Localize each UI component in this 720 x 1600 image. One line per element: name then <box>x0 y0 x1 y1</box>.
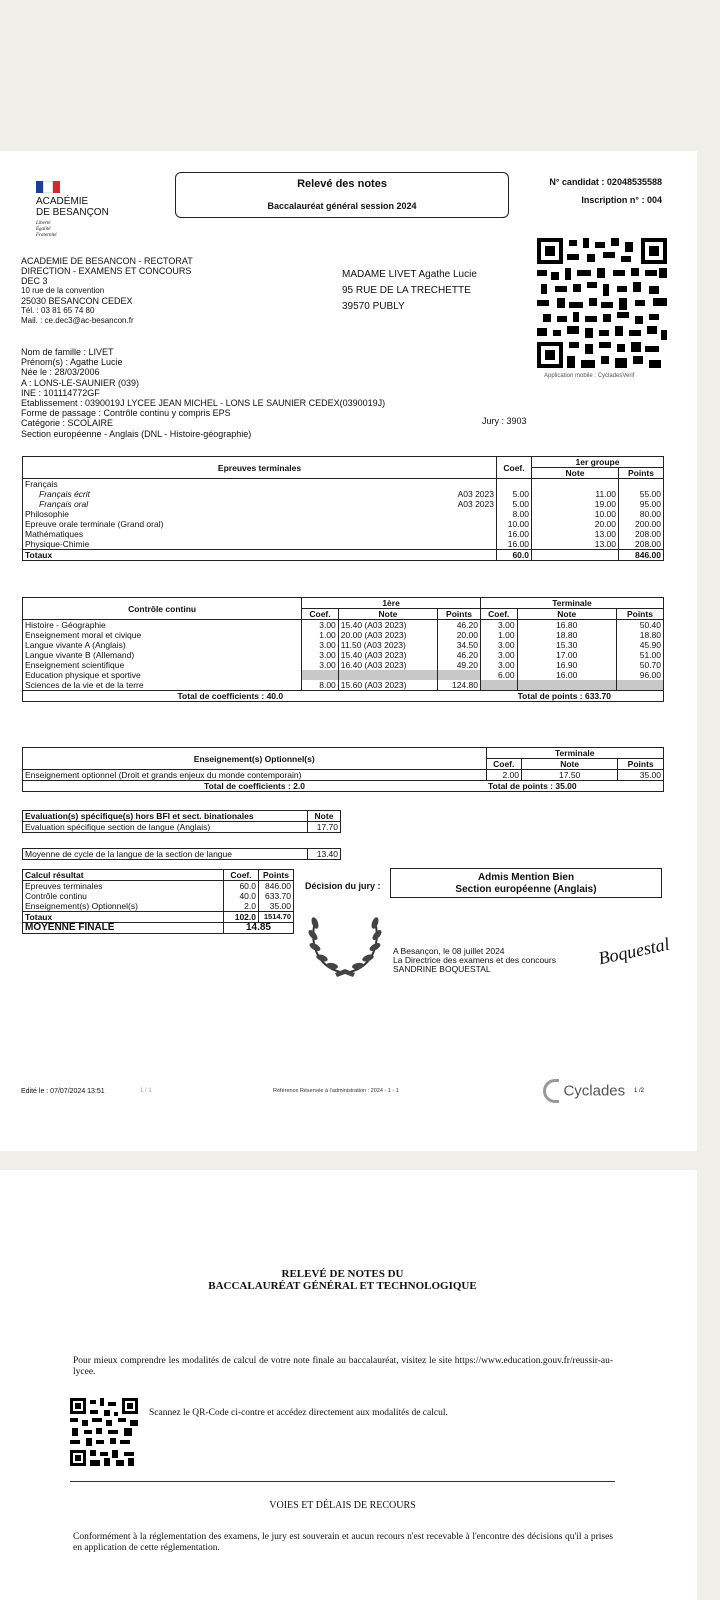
optionnel-coef: 2.00 <box>486 770 521 781</box>
controle-note1-header: Note <box>338 609 437 620</box>
page2-title-2: BACCALAURÉAT GÉNÉRAL ET TECHNOLOGIQUE <box>208 1280 477 1292</box>
points-cell: 34.50 <box>438 640 481 650</box>
session-label: A03 2023 <box>391 499 496 509</box>
optionnel-note-header: Note <box>521 759 617 770</box>
coef-cell: 5.00 <box>497 489 532 499</box>
note-cell: 11.00 <box>532 489 619 499</box>
qr-code-icon <box>537 238 667 368</box>
recipient-line: 39570 PUBLY <box>342 301 405 312</box>
session-label: Baccalauréat général session 2024 <box>267 201 417 211</box>
recipient-line: MADAME LIVET Agathe Lucie <box>342 269 477 280</box>
final-label: MOYENNE FINALE <box>23 923 224 934</box>
signature-block <box>393 947 556 974</box>
optionnel-table <box>22 747 664 792</box>
laurel-wreath-icon <box>305 899 385 979</box>
calcul-table <box>22 869 294 934</box>
controle-coef2-header: Coef. <box>480 609 517 620</box>
table-row <box>23 509 664 519</box>
motto-1: Liberté <box>36 221 51 226</box>
controle-note2-header: Note <box>517 609 616 620</box>
coef-cell <box>497 479 532 490</box>
calcul-label: Epreuves terminales <box>23 881 224 892</box>
signature-line: La Directrice des examens et des concours <box>393 955 556 965</box>
coef-cell: 1.00 <box>302 630 339 640</box>
subject-label: Enseignement scientifique <box>23 660 302 670</box>
coef-cell: 8.00 <box>497 509 532 519</box>
calcul-total-coef: 102.0 <box>224 912 259 923</box>
coef-cell: 6.00 <box>480 670 517 680</box>
coef-cell: 16.00 <box>497 529 532 539</box>
note-cell: 16.90 <box>517 660 616 670</box>
coef-cell <box>302 670 339 680</box>
recipient-block <box>342 267 477 315</box>
subject-label: Education physique et sportive <box>23 670 302 680</box>
calcul-total-points: 1514.70 <box>259 912 294 923</box>
doc-title: Relevé des notes <box>297 178 387 190</box>
points-cell: 208.00 <box>619 529 664 539</box>
handwritten-signature: Boquestal <box>596 933 672 969</box>
table-row <box>23 489 664 499</box>
decision-box <box>390 868 662 898</box>
note-cell: 11.50 (A03 2023) <box>338 640 437 650</box>
moyenne-cycle-value: 13.40 <box>308 849 341 860</box>
specifique-title: Evaluation(s) spécifique(s) hors BFI et sect. binationales <box>23 811 308 822</box>
final-value: 14.85 <box>224 923 294 934</box>
note-cell <box>517 680 616 691</box>
decision-label: Décision du jury : <box>305 881 381 891</box>
table-row <box>23 539 664 550</box>
title-box <box>175 172 509 218</box>
note-cell: 16.80 <box>517 620 616 631</box>
table-row <box>23 881 294 892</box>
moyenne-cycle-label: Moyenne de cycle de la langue de la section de langue <box>23 849 308 860</box>
cyclades-logo <box>543 1079 625 1103</box>
coef-cell: 1.00 <box>480 630 517 640</box>
logo-line-1: ACADÉMIE <box>36 196 89 207</box>
candidate-line: Catégorie : SCOLAIRE <box>21 418 114 429</box>
inscription-number: Inscription n° : 004 <box>581 195 662 205</box>
calcul-total-label: Totaux <box>23 912 224 923</box>
note-cell: 20.00 (A03 2023) <box>338 630 437 640</box>
specifique-note-header: Note <box>308 811 341 822</box>
points-cell: 200.00 <box>619 519 664 529</box>
controle-term-header: Terminale <box>480 598 663 609</box>
points-cell: 80.00 <box>619 509 664 519</box>
points-cell: 55.00 <box>619 489 664 499</box>
note-cell: 15.40 (A03 2023) <box>338 620 437 631</box>
controle-first-header: 1ère <box>302 598 481 609</box>
coef-cell: 3.00 <box>302 660 339 670</box>
sender-line: 10 rue de la convention <box>21 286 105 295</box>
terminales-table <box>22 456 664 561</box>
table-row <box>23 499 664 509</box>
sender-line: Mail. : ce.dec3@ac-besancon.fr <box>21 316 134 325</box>
subject-label: Enseignement moral et civique <box>23 630 302 640</box>
note-cell: 13.00 <box>532 529 619 539</box>
table-row <box>23 640 664 650</box>
subject-label: Mathématiques <box>23 529 392 539</box>
points-cell: 208.00 <box>619 539 664 550</box>
candidate-block <box>21 347 385 439</box>
table-row <box>23 519 664 529</box>
candidate-line: INE : 101114772GF <box>21 387 100 398</box>
sender-line: DEC 3 <box>21 276 48 286</box>
controle-total-points: Total de points : 633.70 <box>438 691 664 702</box>
points-cell <box>438 670 481 680</box>
optionnel-points-header: Points <box>618 759 664 770</box>
session-label <box>391 509 496 519</box>
subject-label: Epreuve orale terminale (Grand oral) <box>23 519 392 529</box>
subject-label: Langue vivante A (Anglais) <box>23 640 302 650</box>
coef-cell: 16.00 <box>497 539 532 550</box>
moyenne-cycle-table <box>22 848 341 860</box>
sender-block <box>21 256 193 326</box>
coef-cell: 3.00 <box>302 620 339 631</box>
note-cell <box>338 670 437 680</box>
transcript-page-1 <box>0 151 697 1151</box>
optionnel-title: Enseignement(s) Optionnel(s) <box>23 748 487 770</box>
table-row <box>23 770 664 781</box>
logo-line-2: DE BESANÇON <box>36 207 109 218</box>
coef-cell: 3.00 <box>302 640 339 650</box>
specifique-label: Evaluation spécifique section de langue (Anglais) <box>23 822 308 833</box>
subject-label: Français écrit <box>23 489 392 499</box>
coef-cell: 5.00 <box>497 499 532 509</box>
terminales-points-header: Points <box>619 468 664 479</box>
points-cell: 35.00 <box>259 901 294 912</box>
page2-qr-text: Scannez le QR-Code ci-contre et accédez directement aux modalités de calcul. <box>149 1408 448 1418</box>
optionnel-total-coef: Total de coefficients : 2.0 <box>23 781 487 792</box>
points-cell: 50.40 <box>616 620 663 631</box>
optionnel-points: 35.00 <box>618 770 664 781</box>
coef-cell <box>480 680 517 691</box>
note-cell: 15.60 (A03 2023) <box>338 680 437 691</box>
coef-cell: 3.00 <box>480 660 517 670</box>
candidate-line: Née le : 28/03/2006 <box>21 367 100 378</box>
qr-code-icon <box>70 1398 138 1466</box>
terminales-title: Epreuves terminales <box>23 457 497 479</box>
session-label: A03 2023 <box>391 489 496 499</box>
candidate-line: Etablissement : 0390019J LYCEE JEAN MICHEL - LONS LE SAUNIER CEDEX(0390019J) <box>21 398 386 409</box>
note-cell: 16.00 <box>517 670 616 680</box>
table-row <box>23 891 294 901</box>
points-cell: 50.70 <box>616 660 663 670</box>
admin-reference: Référence Réservée à l'administration : 2024 - 1 - 1 <box>273 1088 399 1094</box>
subject-label: Français <box>23 479 392 490</box>
recours-text: Conformément à la réglementation des examens, le jury est souverain et aucun recours n'est recevable à l'encontre des décisions qu'il a prises en application de cette réglementation. <box>73 1532 613 1553</box>
candidate-line: A : LONS-LE-SAUNIER (039) <box>21 377 140 388</box>
app-caption: Application mobile : CycladesVerif <box>544 373 635 379</box>
subject-label: Français oral <box>23 499 392 509</box>
table-row <box>23 660 664 670</box>
optionnel-coef-header: Coef. <box>486 759 521 770</box>
candidate-line: Section européenne - Anglais (DNL - Histoire-géographie) <box>21 428 252 439</box>
motto-3: Fraternité <box>36 233 57 238</box>
subject-label: Sciences de la vie et de la terre <box>23 680 302 691</box>
controle-points2-header: Points <box>616 609 663 620</box>
calcul-points-header: Points <box>259 870 294 881</box>
points-cell: 846.00 <box>259 881 294 892</box>
coef-cell: 3.00 <box>302 650 339 660</box>
note-cell: 19.00 <box>532 499 619 509</box>
note-cell: 17.00 <box>517 650 616 660</box>
optionnel-note: 17.50 <box>521 770 617 781</box>
cyclades-brand: Cyclades <box>563 1082 626 1100</box>
controle-coef1-header: Coef. <box>302 609 339 620</box>
points-cell: 18.80 <box>616 630 663 640</box>
divider <box>70 1481 615 1482</box>
optionnel-total-points: Total de points : 35.00 <box>486 781 664 792</box>
sender-line: ACADEMIE DE BESANCON - RECTORAT <box>21 256 193 266</box>
cyclades-arc-icon <box>543 1079 559 1103</box>
controle-table <box>22 597 664 702</box>
points-cell: 51.00 <box>616 650 663 660</box>
points-cell: 46.20 <box>438 620 481 631</box>
controle-total-coef: Total de coefficients : 40.0 <box>23 691 438 702</box>
points-cell: 45.90 <box>616 640 663 650</box>
specifique-table <box>22 810 341 833</box>
jury-number: Jury : 3903 <box>482 416 527 426</box>
points-cell: 124.80 <box>438 680 481 691</box>
points-cell: 20.00 <box>438 630 481 640</box>
transcript-page-2 <box>0 1170 697 1600</box>
decision-line-1: Admis Mention Bien <box>477 872 575 883</box>
subject-label: Histoire - Géographie <box>23 620 302 631</box>
session-label <box>391 519 496 529</box>
coef-cell: 3.00 <box>480 650 517 660</box>
calcul-title: Calcul résultat <box>23 870 224 881</box>
table-row <box>23 529 664 539</box>
table-row <box>23 650 664 660</box>
note-cell: 16.40 (A03 2023) <box>338 660 437 670</box>
table-row <box>23 479 664 490</box>
signature-line: SANDRINE BOQUESTAL <box>393 964 491 974</box>
coef-cell: 40.0 <box>224 891 259 901</box>
coef-cell: 3.00 <box>480 640 517 650</box>
table-row <box>23 901 294 912</box>
signature-line: A Besançon, le 08 juillet 2024 <box>393 946 505 956</box>
session-label <box>391 529 496 539</box>
candidate-line: Nom de famille : LIVET <box>21 347 114 357</box>
sender-line: Tél. : 03 81 65 74 80 <box>21 306 95 315</box>
terminales-total-label: Totaux <box>23 550 497 561</box>
subject-label: Physique-Chimie <box>23 539 392 550</box>
note-cell: 10.00 <box>532 509 619 519</box>
points-cell: 49.20 <box>438 660 481 670</box>
optionnel-term-header: Terminale <box>486 748 664 759</box>
recipient-line: 95 RUE DE LA TRECHETTE <box>342 285 471 296</box>
table-row <box>23 680 664 691</box>
edited-date: Edité le : 07/07/2024 13:51 <box>21 1088 105 1095</box>
session-label <box>391 539 496 550</box>
sender-line: 25030 BESANCON CEDEX <box>21 296 133 306</box>
motto-2: Égalité <box>36 227 51 232</box>
points-cell: 95.00 <box>619 499 664 509</box>
coef-cell: 8.00 <box>302 680 339 691</box>
terminales-group-header: 1er groupe <box>532 457 664 468</box>
page-number: 1 /2 <box>634 1088 645 1094</box>
points-cell: 46.20 <box>438 650 481 660</box>
points-cell <box>616 680 663 691</box>
candidate-line: Prénom(s) : Agathe Lucie <box>21 357 123 368</box>
note-cell: 13.00 <box>532 539 619 550</box>
terminales-note-header: Note <box>532 468 619 479</box>
subject-label: Philosophie <box>23 509 392 519</box>
controle-points1-header: Points <box>438 609 481 620</box>
points-cell: 96.00 <box>616 670 663 680</box>
coef-cell: 60.0 <box>224 881 259 892</box>
sender-line: DIRECTION - EXAMENS ET CONCOURS <box>21 266 192 276</box>
points-cell <box>619 479 664 490</box>
table-row <box>23 670 664 680</box>
session-label <box>391 479 496 490</box>
recours-title: VOIES ET DÉLAIS DE RECOURS <box>269 1500 416 1511</box>
table-row <box>23 620 664 631</box>
coef-cell: 2.0 <box>224 901 259 912</box>
candidate-line: Forme de passage : Contrôle continu y compris EPS <box>21 408 231 419</box>
calcul-coef-header: Coef. <box>224 870 259 881</box>
terminales-total-points: 846.00 <box>619 550 664 561</box>
note-cell: 15.40 (A03 2023) <box>338 650 437 660</box>
table-row <box>23 630 664 640</box>
page2-title-1: RELEVÉ DE NOTES DU <box>281 1268 404 1280</box>
specifique-value: 17.70 <box>308 822 341 833</box>
subject-label: Langue vivante B (Allemand) <box>23 650 302 660</box>
academie-logo <box>36 181 109 239</box>
coef-cell: 10.00 <box>497 519 532 529</box>
controle-title: Contrôle continu <box>23 598 302 620</box>
note-cell: 15.30 <box>517 640 616 650</box>
calcul-label: Contrôle continu <box>23 891 224 901</box>
calcul-label: Enseignement(s) Optionnel(s) <box>23 901 224 912</box>
decision-line-2: Section européenne (Anglais) <box>455 884 597 895</box>
candidate-number: N° candidat : 02048535588 <box>549 177 662 187</box>
page2-intro: Pour mieux comprendre les modalités de calcul de votre note finale au baccalauréat, visitez le site https://www.education.gouv.fr/reussir-au-lycee. <box>73 1356 613 1377</box>
note-cell: 18.80 <box>517 630 616 640</box>
points-cell: 633.70 <box>259 891 294 901</box>
terminales-total-coef: 60.0 <box>497 550 532 561</box>
note-cell: 20.00 <box>532 519 619 529</box>
optionnel-label: Enseignement optionnel (Droit et grands enjeux du monde contemporain) <box>23 770 487 781</box>
coef-cell: 3.00 <box>480 620 517 631</box>
terminales-coef-header: Coef. <box>497 457 532 479</box>
page-fraction: 1 / 1 <box>140 1088 152 1094</box>
note-cell <box>532 479 619 490</box>
